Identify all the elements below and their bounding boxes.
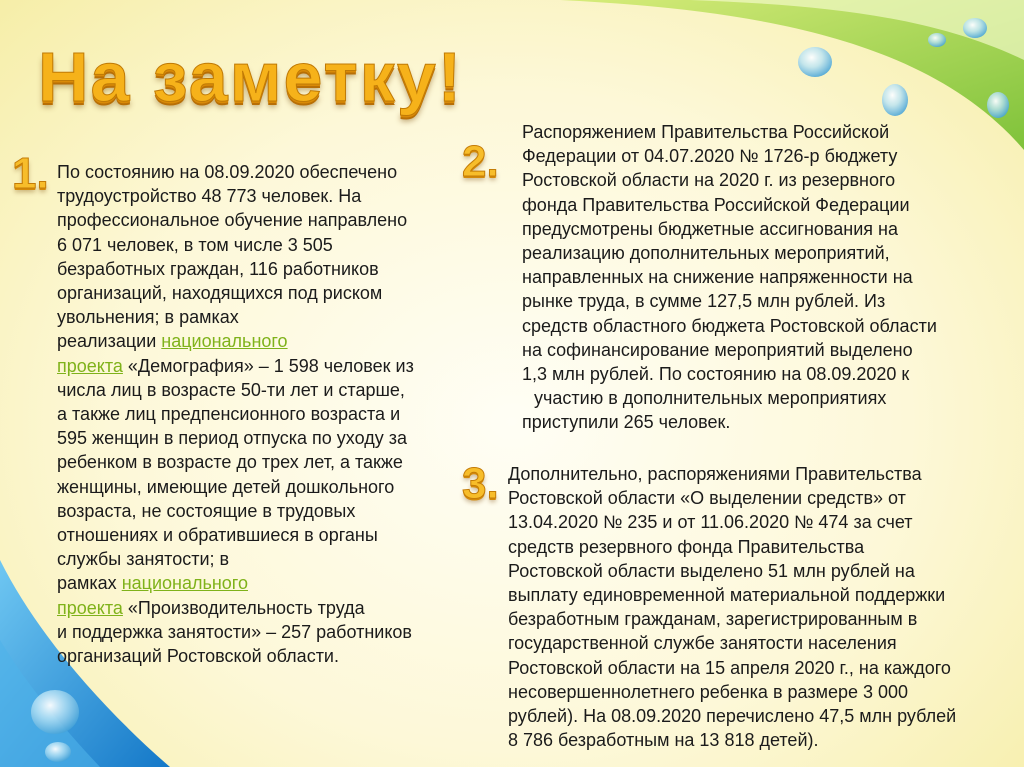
text-line: рублей). На 08.09.2020 перечислено 47,5 млн рублей bbox=[508, 706, 957, 727]
national-project-link[interactable]: проекта bbox=[57, 355, 123, 376]
text-line: 1,3 млн рублей. По состоянию на 08.09.2020 к bbox=[522, 364, 910, 385]
text-line bbox=[57, 329, 414, 353]
water-drop-icon bbox=[798, 47, 832, 77]
text-line: Распоряжением Правительства Российской bbox=[522, 122, 890, 142]
text-line: а также лиц предпенсионного возраста и bbox=[57, 404, 401, 425]
item-number-3: 3. bbox=[462, 459, 499, 508]
water-drop-icon bbox=[963, 18, 987, 38]
item-number-2: 2. bbox=[462, 137, 499, 186]
text-fragment: рамках bbox=[57, 573, 122, 594]
text-line: организаций Ростовской области. bbox=[57, 646, 339, 667]
text-line bbox=[57, 354, 414, 378]
water-drop-icon bbox=[882, 84, 908, 116]
national-project-link[interactable]: проекта bbox=[57, 597, 123, 618]
text-line: 13.04.2020 № 235 и от 11.06.2020 № 474 за счет bbox=[508, 512, 913, 533]
text-line: Ростовской области на 15 апреля 2020 г., на каждого bbox=[508, 657, 951, 678]
text-line: организаций, находящихся под риском bbox=[57, 283, 383, 304]
water-drop-icon bbox=[928, 33, 946, 47]
text-line: рынке труда, в сумме 127,5 млн рублей. Из bbox=[522, 291, 886, 312]
text-line: службы занятости; в bbox=[57, 549, 230, 570]
national-project-link[interactable]: национального bbox=[161, 331, 288, 352]
water-drop-icon bbox=[45, 742, 71, 762]
text-fragment: «Демография» – 1 598 человек из bbox=[122, 355, 414, 376]
text-block-2 bbox=[522, 120, 937, 435]
text-fragment: реализации bbox=[57, 331, 162, 352]
text-line: фонда Правительства Российской Федерации bbox=[522, 194, 910, 215]
text-line: Дополнительно, распоряжениями Правительства bbox=[508, 464, 922, 484]
text-line: и поддержка занятости» – 257 работников bbox=[57, 621, 412, 642]
water-drop-icon bbox=[987, 92, 1009, 118]
text-line bbox=[57, 571, 414, 595]
item-number-1: 1. bbox=[12, 149, 49, 198]
text-line: приступили 265 человек. bbox=[522, 412, 731, 433]
text-line: 6 071 человек, в том числе 3 505 bbox=[57, 234, 333, 255]
text-line: средств резервного фонда Правительства bbox=[508, 536, 865, 557]
text-line: средств областного бюджета Ростовской области bbox=[522, 315, 937, 336]
text-line: числа лиц в возрасте 50-ти лет и старше, bbox=[57, 379, 405, 400]
text-block-3 bbox=[508, 462, 956, 752]
text-fragment: «Производительность труда bbox=[122, 597, 365, 618]
text-line: на софинансирование мероприятий выделено bbox=[522, 339, 913, 360]
text-line bbox=[57, 596, 414, 620]
text-line: безработным гражданам, зарегистрированным в bbox=[508, 609, 918, 630]
text-line: ребенком в возрасте до трех лет, а также bbox=[57, 452, 403, 473]
text-line: предусмотрены бюджетные ассигнования на bbox=[522, 218, 898, 239]
text-line: профессиональное обучение направлено bbox=[57, 210, 408, 231]
text-line: несовершеннолетнего ребенка в размере 3 000 bbox=[508, 681, 909, 702]
text-line: безработных граждан, 116 работников bbox=[57, 258, 379, 279]
text-line: реализацию дополнительных мероприятий, bbox=[522, 243, 890, 264]
text-line: государственной службе занятости населения bbox=[508, 633, 897, 654]
water-drop-icon bbox=[31, 690, 79, 734]
text-line: По состоянию на 08.09.2020 обеспечено bbox=[57, 162, 398, 182]
text-line: 8 786 безработным на 13 818 детей). bbox=[508, 730, 819, 751]
text-line: отношениях и обратившиеся в органы bbox=[57, 525, 378, 546]
slide-title: На заметку! bbox=[38, 38, 464, 116]
text-line: участию в дополнительных мероприятиях bbox=[534, 388, 887, 409]
text-line: трудоустройство 48 773 человек. На bbox=[57, 186, 362, 207]
national-project-link[interactable]: национального bbox=[121, 573, 248, 594]
text-line: Федерации от 04.07.2020 № 1726-р бюджету bbox=[522, 146, 898, 167]
text-line: 595 женщин в период отпуска по уходу за bbox=[57, 428, 407, 449]
text-block-1 bbox=[57, 160, 414, 668]
text-line: Ростовской области выделено 51 млн рублей на bbox=[508, 560, 915, 581]
text-line: направленных на снижение напряженности на bbox=[522, 267, 913, 288]
text-line: выплату единовременной материальной поддержки bbox=[508, 585, 946, 606]
text-line: Ростовской области «О выделении средств» от bbox=[508, 488, 906, 509]
text-line: Ростовской области на 2020 г. из резервного bbox=[522, 170, 896, 191]
text-line: увольнения; в рамках bbox=[57, 307, 239, 328]
text-line: женщины, имеющие детей дошкольного bbox=[57, 476, 395, 497]
text-line: возраста, не состоящие в трудовых bbox=[57, 500, 356, 521]
